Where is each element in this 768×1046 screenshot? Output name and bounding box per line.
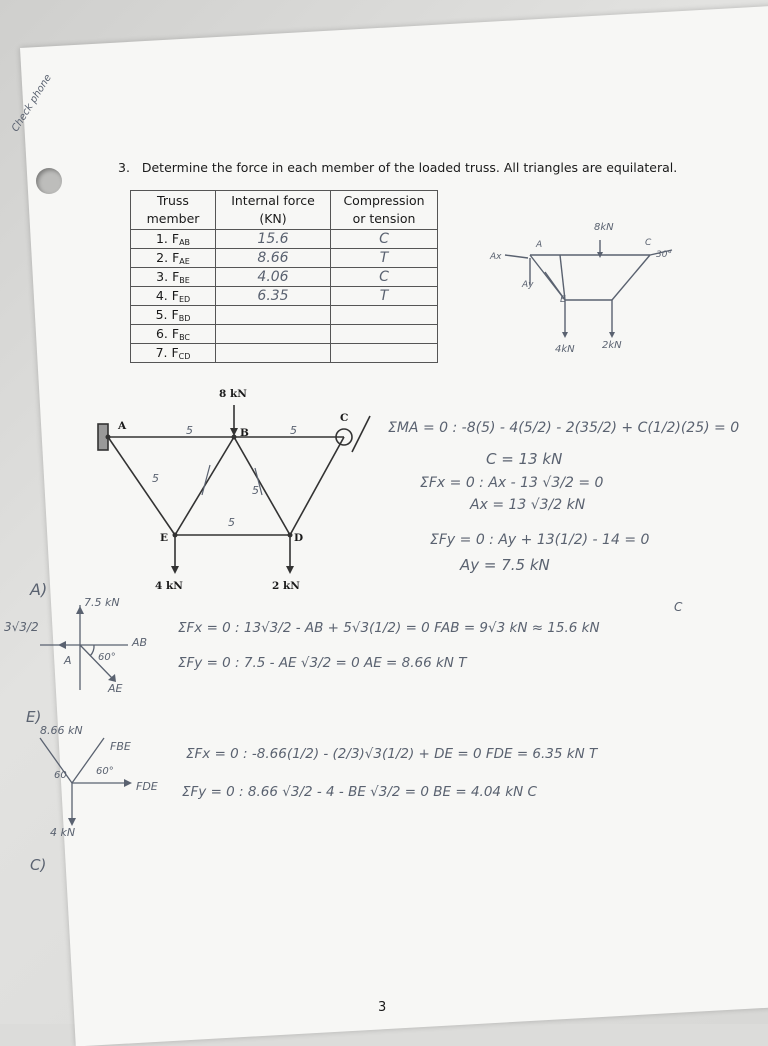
force-cell: 6.35	[216, 287, 331, 306]
truss-force-table	[130, 190, 438, 363]
fig-load-top: 8 kN	[219, 388, 247, 400]
table-row	[131, 268, 438, 287]
force-cell: 4.06	[216, 268, 331, 287]
joint-a-node: A	[64, 654, 72, 667]
table-row	[131, 306, 438, 325]
type-cell: C	[331, 230, 438, 249]
joint-e-down: 4 kN	[50, 826, 76, 839]
member-cell: 5. $F_{BD}$	[131, 306, 216, 325]
type-cell	[331, 306, 438, 325]
sketch-label-c: C	[645, 238, 652, 248]
table-row	[131, 249, 438, 268]
sketch-load-right: 2kN	[602, 340, 622, 351]
table-row	[131, 344, 438, 363]
fig-node-d: D	[294, 532, 304, 544]
joint-a-angle: 60°	[98, 652, 116, 663]
force-cell: 8.66	[216, 249, 331, 268]
fig-side-ae: 5	[152, 472, 159, 485]
type-cell	[331, 325, 438, 344]
joint-e-angle1: 60	[54, 770, 67, 781]
header-force: Internal force (KN)	[216, 191, 331, 230]
fig-side-ab1: 5	[186, 424, 193, 437]
problem-number: 3.	[118, 160, 130, 175]
eq-c-result: C = 13 kN	[486, 450, 563, 468]
fig-side-ed: 5	[228, 516, 235, 529]
problem-statement	[118, 160, 677, 175]
eq-ax-result: Ax = 13 √3/2 kN	[470, 497, 586, 513]
joint-e-fbe: FBE	[110, 740, 131, 753]
corner-note: Check phone	[10, 72, 54, 134]
type-cell	[331, 344, 438, 363]
eq-fy: ΣFy = 0 : Ay + 13(1/2) - 14 = 0	[430, 532, 650, 548]
joint-a-ae: AE	[108, 682, 123, 695]
joint-a-label: A)	[30, 580, 48, 599]
sketch-load-top: 8kN	[594, 222, 614, 233]
joint-e-fde: FDE	[136, 780, 158, 793]
sketch-ay: Ay	[522, 280, 534, 290]
header-member: Truss member	[131, 191, 216, 230]
joint-a-left-force: 3√3/2	[4, 620, 39, 634]
fig-side-bd: 5	[252, 484, 259, 497]
page-number: 3	[378, 1000, 387, 1015]
sketch-ax: Ax	[490, 252, 502, 262]
type-cell: T	[331, 287, 438, 306]
member-cell: 7. $F_{CD}$	[131, 344, 216, 363]
sketch-label-e: E	[560, 295, 566, 305]
fig-side-ab2: 5	[290, 424, 297, 437]
problem-text: Determine the force in each member of the loaded truss. All triangles are equilateral.	[141, 160, 678, 175]
fig-node-a: A	[118, 420, 127, 432]
joint-e-angle2: 60°	[96, 766, 114, 777]
fig-load-d: 2 kN	[272, 580, 300, 592]
member-cell: 2. $F_{AE}$	[131, 249, 216, 268]
joint-c-label: C)	[30, 856, 47, 874]
header-type: Compression or tension	[331, 191, 438, 230]
fig-node-e: E	[160, 532, 169, 544]
sketch-angle: 30°	[656, 250, 672, 260]
force-cell	[216, 344, 331, 363]
force-cell	[216, 306, 331, 325]
joint-a-ab: AB	[132, 636, 148, 649]
joint-e-eq1: ΣFx = 0 : -8.66(1/2) - (2/3)√3(1/2) + DE = 0 FDE = 6.35 kN T	[186, 746, 598, 762]
eq-moment: ΣMA = 0 : -8(5) - 4(5/2) - 2(35/2) + C(1/2)(25) = 0	[388, 420, 740, 436]
fig-load-e: 4 kN	[155, 580, 183, 592]
joint-e-eq2: ΣFy = 0 : 8.66 √3/2 - 4 - BE √3/2 = 0 BE = 4.04 kN C	[182, 784, 537, 800]
table-row	[131, 230, 438, 249]
joint-a-eq1-mark: C	[674, 600, 683, 614]
joint-e-left-force: 8.66 kN	[40, 724, 83, 737]
joint-a-eq2: ΣFy = 0 : 7.5 - AE √3/2 = 0 AE = 8.66 kN T	[178, 655, 467, 671]
sketch-label-a: A	[536, 240, 543, 250]
eq-ay-result: Ay = 7.5 kN	[460, 556, 550, 574]
force-cell	[216, 325, 331, 344]
sketch-load-left: 4kN	[555, 344, 575, 355]
member-cell: 1. $F_{AB}$	[131, 230, 216, 249]
eq-fx: ΣFx = 0 : Ax - 13 √3/2 = 0	[420, 475, 604, 491]
table-row	[131, 287, 438, 306]
type-cell: T	[331, 249, 438, 268]
member-cell: 6. $F_{BC}$	[131, 325, 216, 344]
punch-hole-icon	[36, 168, 62, 194]
force-cell: 15.6	[216, 230, 331, 249]
joint-e-label: E)	[26, 708, 42, 726]
member-cell: 3. $F_{BE}$	[131, 268, 216, 287]
joint-a-eq1: ΣFx = 0 : 13√3/2 - AB + 5√3(1/2) = 0 FAB = 9√3 kN ≈ 15.6 kN	[178, 620, 600, 636]
type-cell: C	[331, 268, 438, 287]
fig-node-b: B	[240, 427, 249, 439]
fig-node-c: C	[340, 412, 349, 424]
member-cell: 4. $F_{ED}$	[131, 287, 216, 306]
joint-a-up-force: 7.5 kN	[84, 596, 120, 609]
table-row	[131, 325, 438, 344]
